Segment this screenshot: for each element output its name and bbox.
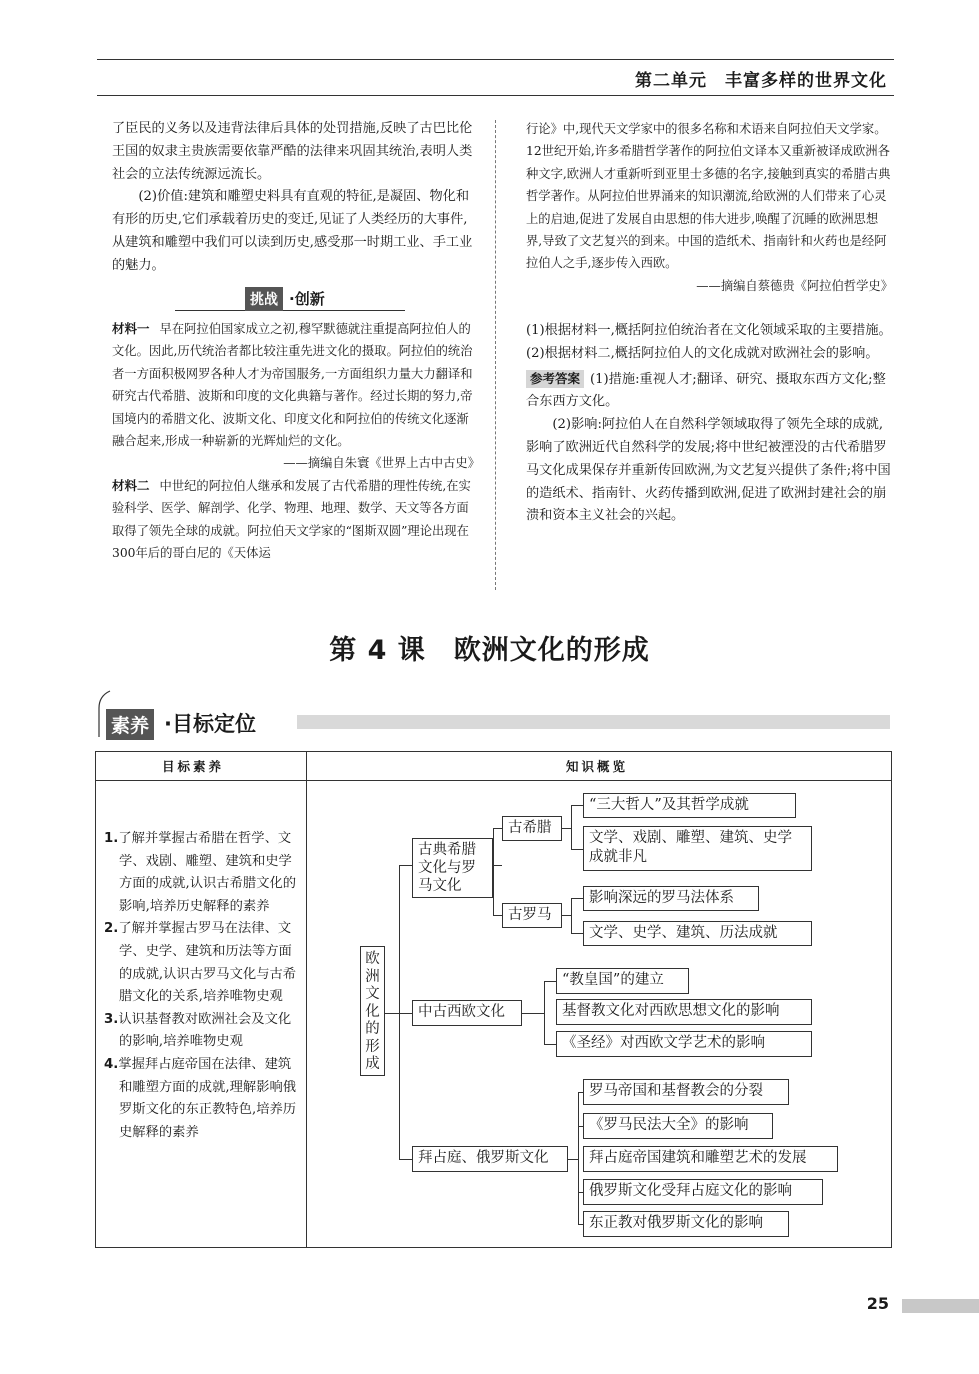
node-three-philosophers: “三大哲人”及其哲学成就	[583, 793, 796, 818]
lesson-title: 第 4 课 欧洲文化的形成	[329, 635, 650, 666]
goal-number: 2.	[104, 921, 119, 937]
goal-item	[104, 1009, 300, 1054]
connector	[522, 1013, 544, 1014]
connector	[571, 805, 583, 806]
materials-right	[526, 118, 893, 297]
node-bible-influence: 《圣经》对西欧文学艺术的影响	[556, 1031, 812, 1057]
mindmap-root: 欧洲文化的形成	[360, 946, 385, 1076]
node-ancient-rome: 古罗马	[502, 903, 562, 928]
column-header-overview: 知识概览	[566, 759, 629, 774]
section-title: ·目标定位	[164, 712, 256, 736]
material-one-source: ——摘编自朱寰《世界上古中古史》	[283, 456, 480, 471]
connector	[544, 981, 545, 1044]
branch-classical: 古典希腊文化与罗马文化	[412, 838, 493, 898]
left-column	[112, 118, 480, 278]
left-paragraph-2: (2)价值:建筑和雕塑史料具有直观的特征,是凝固、物化和有形的历史,它们承载着历史的变迁,见证了人类经历的大事件,从建筑和雕塑中我们可以读到历史,感受那一时期工业、手工业的魅力。	[112, 189, 473, 273]
column-header-goals: 目标素养	[162, 759, 225, 774]
connector	[571, 898, 583, 899]
connector	[544, 1044, 556, 1045]
node-ancient-greece: 古希腊	[502, 816, 562, 841]
connector	[562, 828, 571, 829]
node-orthodox-influence: 东正教对俄罗斯文化的影响	[583, 1211, 789, 1237]
goal-text: 了解并掌握古希腊在哲学、文学、戏剧、雕塑、建筑和史学方面的成就,认识古希腊文化的影响,培养历史解释的素养	[118, 831, 297, 914]
branch-byzantine-russian: 拜占庭、俄罗斯文化	[412, 1146, 568, 1172]
node-christian-influence: 基督教文化对西欧思想文化的影响	[556, 999, 812, 1025]
material-one-label: 材料一	[112, 321, 150, 336]
goal-item	[104, 918, 300, 1008]
goal-number: 3.	[104, 1011, 119, 1027]
answer-tag: 参考答案	[526, 370, 584, 388]
connector	[571, 933, 583, 934]
goal-item	[104, 1054, 300, 1144]
node-greek-achievements: 文学、戏剧、雕塑、建筑、史学成就非凡	[583, 826, 812, 871]
question-2: (2)根据材料二,概括阿拉伯人的文化成就对欧洲社会的影响。	[526, 345, 879, 361]
material-one-text: 早在阿拉伯国家成立之初,穆罕默德就注重提高阿拉伯人的文化。因此,历代统治者都比较注重先进文化的摄取。阿拉伯的统治者一方面积极网罗各种人才为帝国服务,一方面组织力量大力翻译和研究古代希腊、波斯和印度的文化典籍与著作。经过长期的努力,帝国境内的希腊文化、波斯文化、印度文化和阿拉伯的传统文化逐渐融合起来,形成一种崭新的光辉灿烂的文化。	[112, 322, 473, 449]
page-number: 25	[866, 1294, 889, 1313]
answer-1-text: (1)措施:重视人才;翻译、研究、摄取东西方文化;整合东西方文化。	[526, 371, 886, 410]
connector	[571, 898, 572, 933]
node-schism: 罗马帝国和基督教会的分裂	[583, 1079, 789, 1105]
connector	[493, 915, 502, 916]
node-byzantine-art: 拜占庭帝国建筑和雕塑艺术的发展	[583, 1146, 838, 1172]
answer-2: (2)影响:阿拉伯人在自然科学领域取得了领先全球的成就,影响了欧洲近代自然科学的发展;将中世纪被湮没的古代希腊罗马文化成果保存并重新传回欧洲,为文艺复兴提供了条件;将中国的造纸术、指南针、火药传播到欧洲,促进了欧洲封建社会的崩溃和资本主义社会的兴起。	[526, 417, 891, 524]
table-column-divider	[306, 751, 307, 1248]
connector	[578, 1092, 579, 1224]
connector	[399, 1159, 412, 1160]
connector	[571, 849, 583, 850]
page-number-bar	[902, 1299, 979, 1313]
goal-text: 了解并掌握古罗马在法律、文学、史学、建筑和历法等方面的成就,认识古罗马文化与古希腊文化的关系,培养唯物史观	[118, 921, 297, 1005]
goal-item	[104, 828, 300, 918]
material-two-label: 材料二	[112, 477, 150, 493]
connector	[562, 915, 571, 916]
material-two-source: ——摘编自蔡德贵《阿拉伯哲学史》	[696, 278, 893, 293]
question-1: (1)根据材料一,概括阿拉伯统治者在文化领域采取的主要措施。	[526, 323, 892, 338]
material-two-continued: 行论》中,现代天文学家中的很多名称和术语来自阿拉伯天文学家。12世纪开始,许多希腊哲学著作的阿拉伯文译本又重新被译成欧洲各种文字,欧洲人才重新听到亚里士多德的名字,接触到真实的希腊古典哲学著作。从阿拉伯世界涌来的知识潮流,给欧洲的人们带来了心灵上的启迪,促进了发展自由思想的伟大进步,唤醒了沉睡的欧洲思想界,导致了文艺复兴的到来。中国的造纸术、指南针和火药也是经阿拉伯人之手,逐步传入西欧。	[526, 122, 891, 271]
connector	[571, 805, 572, 849]
goals-list	[104, 828, 300, 1144]
goal-text: 掌握拜占庭帝国在法律、建筑和雕塑方面的成就,理解影响俄罗斯文化的东正教特色,培养历史解释的素养	[118, 1056, 297, 1140]
connector	[568, 1159, 578, 1160]
goal-number: 1.	[104, 831, 119, 846]
connector	[493, 828, 494, 915]
challenge-rule	[175, 310, 405, 311]
node-roman-achievements: 文学、史学、建筑、历法成就	[583, 921, 812, 946]
unit-title: 第二单元 丰富多样的世界文化	[635, 71, 887, 91]
header-bottom-rule	[97, 95, 894, 96]
answer-1	[526, 369, 893, 415]
connector	[493, 865, 502, 866]
challenge-heading	[175, 287, 405, 311]
node-papal-state: “教皇国”的建立	[556, 968, 689, 994]
goal-number: 4.	[104, 1056, 119, 1072]
material-two	[112, 475, 480, 565]
challenge-tag: 挑战	[245, 287, 283, 311]
connector	[544, 981, 556, 982]
column-divider	[495, 120, 496, 590]
goal-text: 认识基督教对欧洲社会及文化的影响,培养唯物史观	[118, 1011, 292, 1050]
section-tag: 素养	[106, 709, 154, 740]
header-top-rule	[97, 59, 894, 60]
material-one	[112, 318, 480, 452]
section-bar	[297, 715, 890, 729]
questions-answers	[526, 320, 893, 528]
connector	[399, 865, 412, 866]
left-paragraph-1: 了臣民的义务以及违背法律后具体的处罚措施,反映了古巴比伦王国的奴隶主贵族需要依靠严酷的法律来巩固其统治,表明人类社会的立法传统源远流长。	[112, 121, 473, 182]
materials-left	[112, 318, 480, 564]
challenge-title: ·创新	[289, 290, 325, 308]
node-russian-culture: 俄罗斯文化受拜占庭文化的影响	[583, 1179, 823, 1205]
branch-medieval-western: 中古西欧文化	[412, 1000, 522, 1026]
node-civil-law: 《罗马民法大全》的影响	[583, 1113, 773, 1139]
connector	[399, 865, 400, 1159]
connector	[493, 828, 502, 829]
node-roman-law: 影响深远的罗马法体系	[583, 886, 759, 911]
material-two-text: 中世纪的阿拉伯人继承和发展了古代希腊的理性传统,在实验科学、医学、解剖学、化学、物理、地理、数学、天文等各方面取得了领先全球的成就。阿拉伯天文学家的“图斯双圆”理论出现在300年后的哥白尼的《天体运	[112, 478, 471, 561]
